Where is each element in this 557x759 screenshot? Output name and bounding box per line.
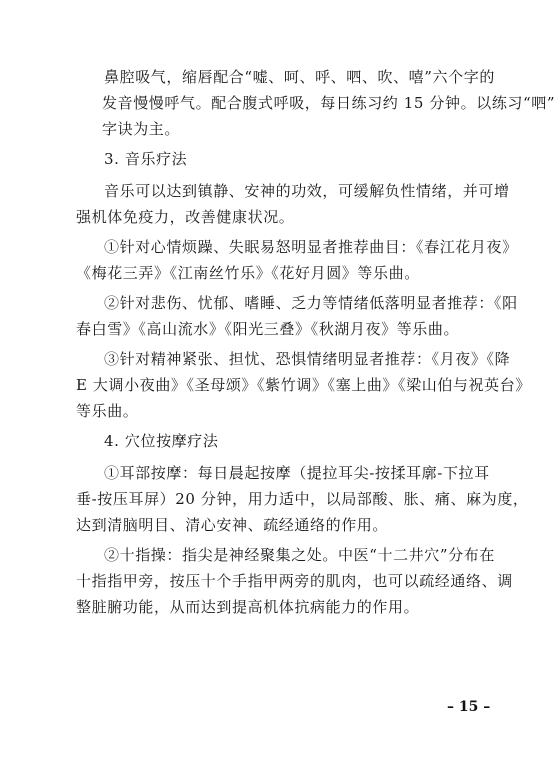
paragraph-line: 鼻腔吸气，缩唇配合“嘘、呵、呼、呬、吹、嘻”六个字的	[104, 68, 495, 86]
page-number: – 15 –	[447, 699, 491, 715]
section-heading-music-therapy: 3. 音乐疗法	[104, 150, 188, 168]
paragraph-line: ①耳部按摩：每日晨起按摩（提拉耳尖-按揉耳廓-下拉耳	[104, 464, 490, 482]
paragraph-line: 音乐可以达到镇静、安神的功效，可缓解负性情绪，并可增	[104, 182, 510, 200]
section-heading-acupoint-massage: 4. 穴位按摩疗法	[104, 432, 219, 450]
paragraph-line: ②针对悲伤、忧郁、嗜睡、乏力等情绪低落明显者推荐：《阳	[104, 294, 518, 312]
paragraph-line: 发音慢慢呼气。配合腹式呼吸，每日练习约 15 分钟。以练习“呬”	[102, 94, 556, 112]
paragraph-line: 整脏腑功能，从而达到提高机体抗病能力的作用。	[76, 598, 420, 616]
paragraph-line: 垂-按压耳屏）20 分钟，用力适中，以局部酸、胀、痛、麻为度，	[76, 490, 529, 508]
paragraph-line: 《梅花三弄》《江南丝竹乐》《花好月圆》等乐曲。	[76, 264, 420, 282]
paragraph-line: 字诀为主。	[102, 120, 181, 138]
paragraph-line: E 大调小夜曲》《圣母颂》《紫竹调》《塞上曲》《梁山伯与祝英台》	[76, 376, 531, 394]
paragraph-line: ②十指操：指尖是神经聚集之处。中医“十二井穴”分布在	[104, 546, 495, 564]
paragraph-line: 等乐曲。	[76, 402, 139, 420]
body-text	[76, 64, 556, 620]
paragraph-line: 春白雪》《高山流水》《阳光三叠》《秋湖月夜》等乐曲。	[76, 320, 460, 338]
paragraph-line: ③针对精神紧张、担忧、恐惧情绪明显者推荐：《月夜》《降	[104, 350, 511, 368]
paragraph-line: 达到清脑明目、清心安神、疏经通络的作用。	[76, 516, 389, 534]
paragraph-line: 十指指甲旁，按压十个手指甲两旁的肌肉，也可以疏经通络、调	[76, 572, 513, 590]
paragraph-line: ①针对心情烦躁、失眠易怒明显者推荐曲目：《春江花月夜》	[104, 238, 518, 256]
paragraph-line: 强机体免疫力，改善健康状况。	[76, 208, 295, 226]
